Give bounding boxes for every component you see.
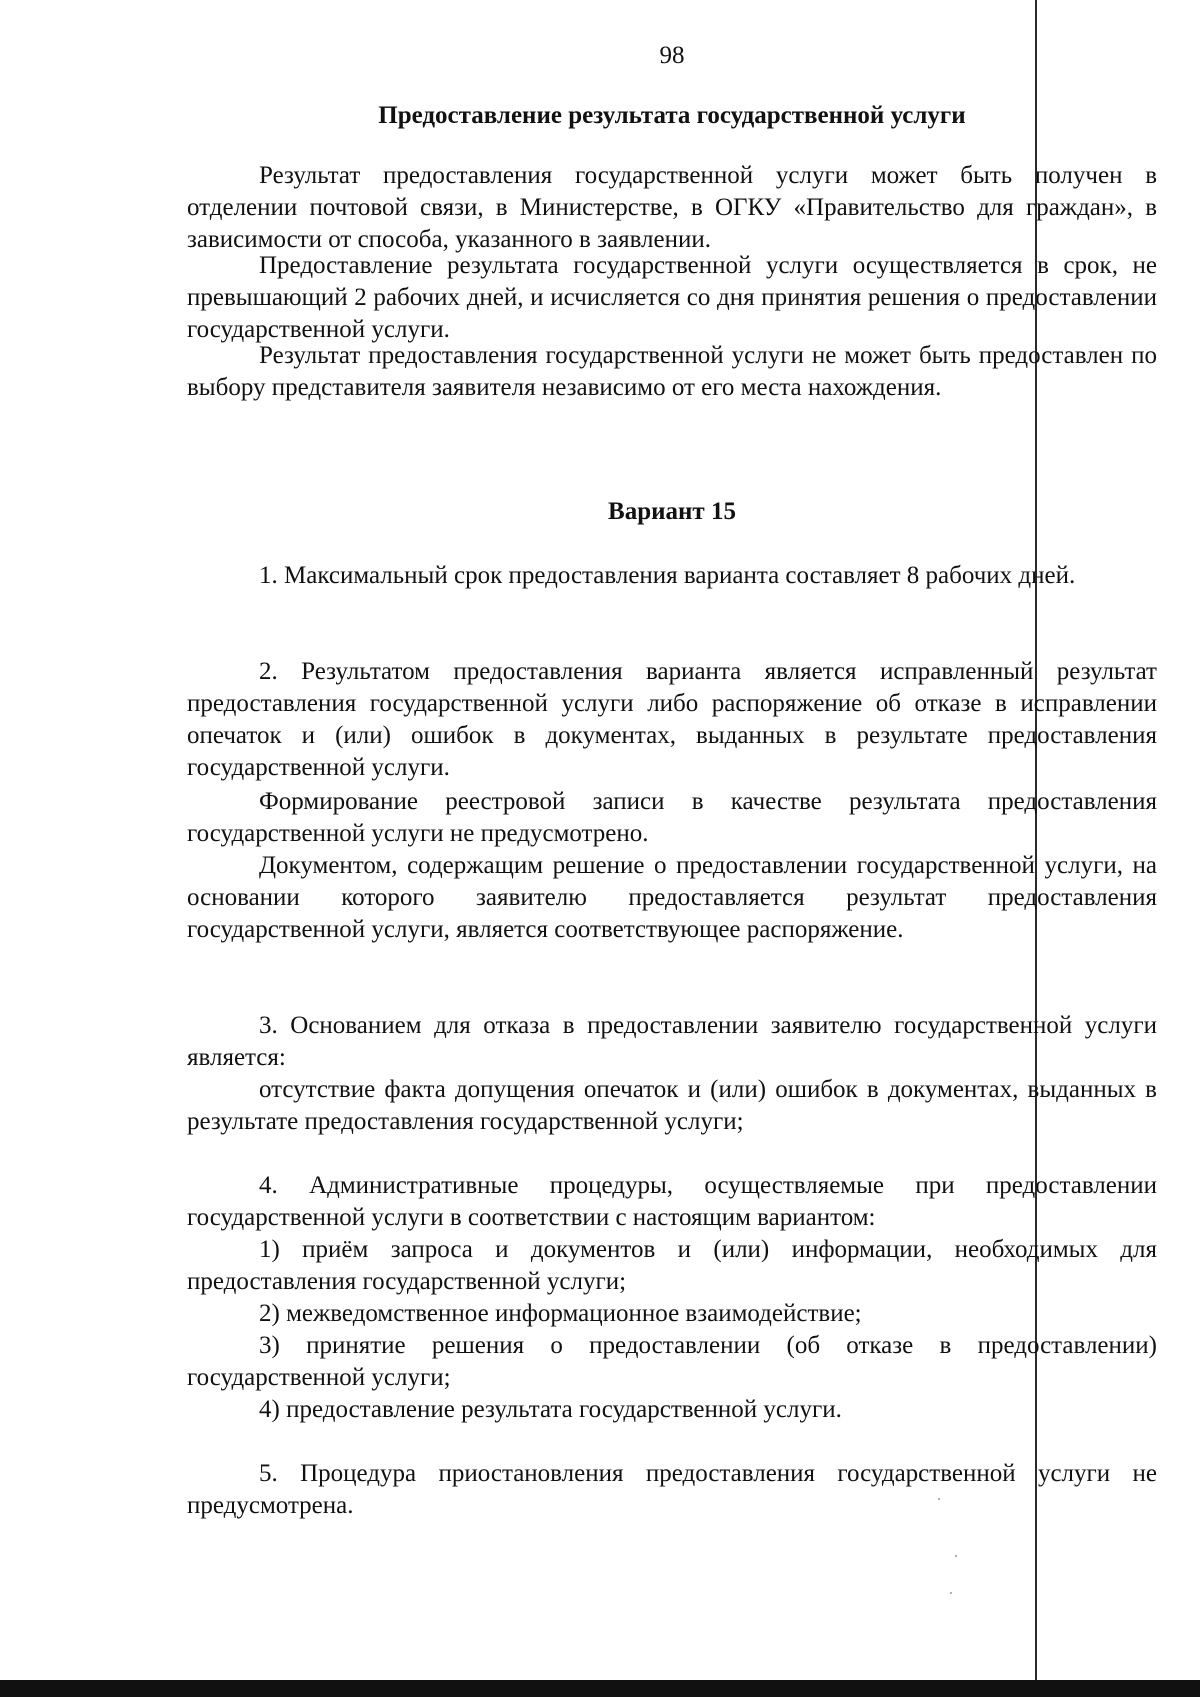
section-paragraph-3: Результат предоставления государственной услуги не может быть предоставлен по выбору представителя заявителя независимо от его места нахождения. (187, 342, 1157, 401)
variant-item-3: 3. Основанием для отказа в предоставлении заявителю государственной услуги является: (187, 1012, 1157, 1071)
section-paragraph-2: Предоставление результата государственной услуги осуществляется в срок, не превышающий 2 рабочих дней, и исчисляется со дня принятия решения о предоставлении государственной услуги. (187, 252, 1157, 343)
variant-item-4-sub-2: 2) межведомственное информационное взаимодействие; (259, 1300, 862, 1327)
variant-item-5: 5. Процедура приостановления предоставления государственной услуги не предусмотрена. (187, 1460, 1157, 1519)
page-number: 98 (659, 42, 685, 69)
variant-item-4-sub-4: 4) предоставление результата государственной услуги. (259, 1396, 842, 1423)
variant-item-1: 1. Максимальный срок предоставления варианта составляет 8 рабочих дней. (259, 562, 1076, 589)
variant-item-3-paragraph-2: отсутствие факта допущения опечаток и (или) ошибок в документах, выданных в результате предоставления государственной услуги; (187, 1076, 1157, 1135)
variant-item-4: 4. Административные процедуры, осуществляемые при предоставлении государственной услуги в соответствии с настоящим вариантом: (187, 1172, 1157, 1231)
scan-speck (950, 1592, 952, 1594)
section-heading: Предоставление результата государственной услуги (378, 102, 966, 129)
scan-artifact-bottom-bar (0, 1680, 1200, 1697)
section-paragraph-1: Результат предоставления государственной услуги может быть получен в отделении почтовой связи, в Министерстве, в ОГКУ «Правительство для граждан», в зависимости от способа, указанного в заявлении. (187, 162, 1157, 253)
scan-speck (938, 1498, 940, 1500)
variant-item-4-sub-1: 1) приём запроса и документов и (или) информации, необходимых для предоставления государственной услуги; (187, 1236, 1157, 1295)
variant-item-2: 2. Результатом предоставления варианта является исправленный результат предоставления государственной услуги либо распоряжение об отказе в исправлении опечаток и (или) ошибок в документах, выданных в результате предоставления государственной услуги. (187, 658, 1157, 781)
variant-heading: Вариант 15 (608, 498, 736, 525)
variant-item-4-sub-3: 3) принятие решения о предоставлении (об отказе в предоставлении) государственной услуги; (187, 1332, 1157, 1391)
variant-item-2-paragraph-2: Формирование реестровой записи в качестве результата предоставления государственной услуги не предусмотрено. (187, 788, 1157, 847)
variant-item-2-paragraph-3: Документом, содержащим решение о предоставлении государственной услуги, на основании которого заявителю предоставляется результат предоставления государственной услуги, является соответствующее распоряжение. (187, 852, 1157, 943)
scan-speck (955, 1555, 957, 1557)
